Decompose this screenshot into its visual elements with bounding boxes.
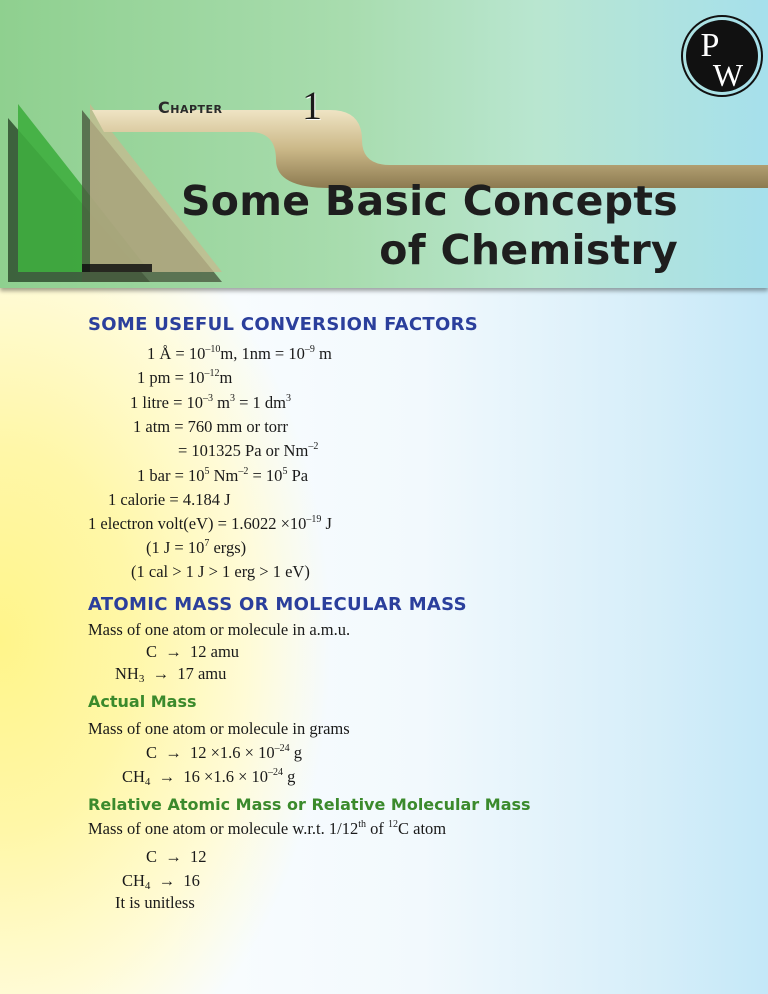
content-line [147, 344, 332, 364]
line-text: CH [122, 871, 145, 890]
actual-mass-heading: Actual Mass [88, 692, 197, 711]
content-line [122, 871, 200, 891]
line-text: CH [122, 767, 145, 786]
line-text: Pa [287, 466, 309, 485]
superscript: 7 [204, 538, 210, 549]
content-line [137, 368, 232, 388]
superscript: –12 [204, 368, 220, 379]
line-text: of [366, 819, 388, 838]
content-line [115, 893, 195, 913]
superscript: 3 [229, 393, 235, 404]
content-line [88, 514, 332, 534]
content-line [88, 819, 446, 839]
line-text: 1 calorie = 4.184 J [108, 490, 231, 509]
superscript: –24 [274, 743, 290, 754]
line-text: Mass of one atom or molecule in grams [88, 719, 350, 738]
superscript: –10 [205, 344, 221, 355]
svg-text:W: W [712, 57, 744, 93]
content-line [137, 466, 308, 486]
line-text: m, 1nm = 10 [220, 344, 305, 363]
content-line [88, 719, 350, 739]
chapter-label: Chapter [158, 98, 223, 117]
line-text: ergs) [209, 538, 247, 557]
line-text: → 16 [150, 871, 200, 890]
chapter-title-line2: of Chemistry [379, 226, 678, 274]
line-text: C → 12 amu [146, 642, 240, 661]
superscript: –3 [203, 393, 214, 404]
line-text: m [219, 368, 233, 387]
line-text: 1 electron volt(eV) = 1.6022 ×10 [88, 514, 307, 533]
subscript: 3 [138, 673, 145, 685]
chapter-title-line1: Some Basic Concepts [180, 177, 678, 225]
superscript: –2 [308, 441, 319, 452]
content-line [115, 664, 226, 684]
pw-logo [680, 14, 764, 98]
content-line [108, 490, 231, 510]
atomic-mass-heading: ATOMIC MASS OR MOLECULAR MASS [88, 594, 467, 615]
content-line [122, 767, 295, 787]
line-text: 1 litre = 10 [130, 393, 204, 412]
line-text: g [283, 767, 296, 786]
line-text: Mass of one atom or molecule in a.m.u. [88, 620, 351, 639]
line-text: g [289, 743, 302, 762]
content-line [88, 620, 350, 640]
subscript: 4 [144, 880, 151, 892]
content-line [130, 393, 291, 413]
line-text: 1 pm = 10 [137, 368, 205, 387]
content-line [146, 538, 246, 558]
content-line [146, 743, 302, 763]
subscript: 4 [144, 776, 151, 788]
line-text: 1 atm = 760 mm or torr [133, 417, 289, 436]
superscript: 12 [388, 819, 398, 830]
superscript: –19 [306, 514, 322, 525]
content-line [131, 562, 310, 582]
line-text: = 101325 Pa or Nm [178, 441, 309, 460]
line-text: 1 Å = 10 [147, 344, 206, 363]
line-text: C atom [398, 819, 447, 838]
line-text: Mass of one atom or molecule w.r.t. 1/12 [88, 819, 359, 838]
superscript: 5 [282, 466, 288, 477]
chapter-banner [0, 0, 768, 288]
content-line [133, 417, 288, 437]
line-text: → 16 ×1.6 × 10 [150, 767, 269, 786]
chapter-number: 1 [302, 83, 322, 128]
line-text: (1 J = 10 [146, 538, 205, 557]
superscript: –2 [238, 466, 249, 477]
superscript: 5 [204, 466, 210, 477]
line-text: = 10 [248, 466, 283, 485]
line-text: m [213, 393, 230, 412]
superscript: –24 [268, 767, 284, 778]
line-text: → 17 amu [144, 664, 227, 683]
line-text: C → 12 [146, 847, 207, 866]
conversion-factors-heading: SOME USEFUL CONVERSION FACTORS [88, 314, 478, 335]
content-line [146, 847, 207, 867]
line-text: Nm [209, 466, 239, 485]
line-text: = 1 dm [234, 393, 286, 412]
line-text: J [321, 514, 332, 533]
superscript: –9 [304, 344, 315, 355]
superscript: 3 [286, 393, 291, 404]
line-text: It is unitless [115, 893, 195, 912]
line-text: NH [115, 664, 139, 683]
line-text: (1 cal > 1 J > 1 erg > 1 eV) [131, 562, 310, 581]
line-text: 1 bar = 10 [137, 466, 205, 485]
relative-mass-heading: Relative Atomic Mass or Relative Molecular Mass [88, 795, 531, 814]
content-line [178, 441, 318, 461]
content-line [146, 642, 239, 662]
superscript: th [358, 819, 366, 830]
svg-text:P: P [700, 27, 720, 64]
line-text: C → 12 ×1.6 × 10 [146, 743, 275, 762]
line-text: m [314, 344, 332, 363]
